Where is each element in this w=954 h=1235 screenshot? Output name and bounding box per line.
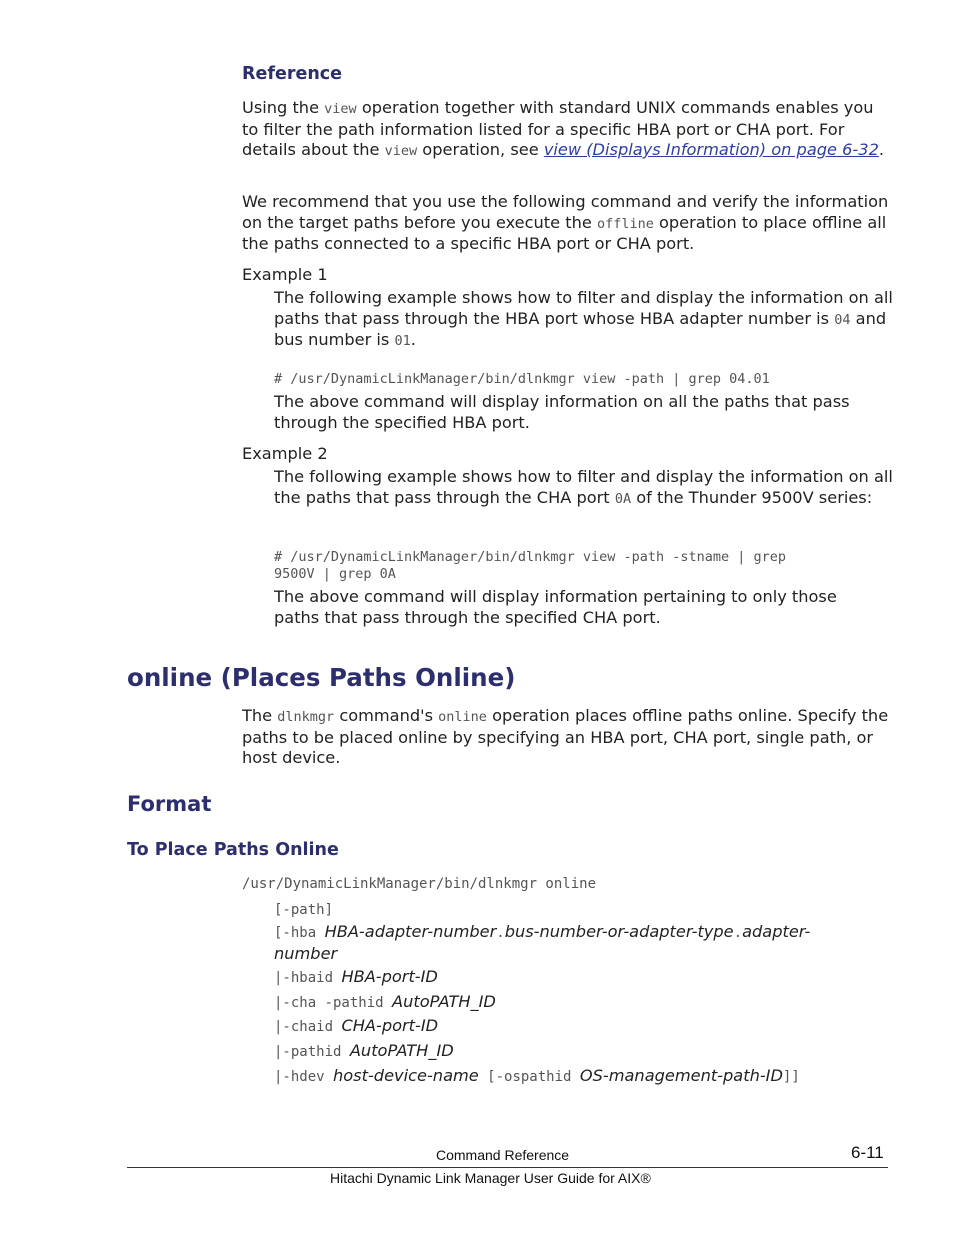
- option-argument: AutoPATH_ID: [392, 992, 496, 1011]
- online-section-title: online (Places Paths Online): [127, 663, 516, 692]
- example-1-label: Example 1: [242, 265, 328, 284]
- inline-code: view: [384, 143, 418, 159]
- option-hbaid: [274, 967, 438, 989]
- online-intro-paragraph: [242, 706, 892, 769]
- format-command: /usr/DynamicLinkManager/bin/dlnkmgr online: [242, 876, 597, 892]
- option-argument: host-device-name: [333, 1066, 479, 1085]
- text: The following example shows how to filter and display the information on all the paths that pass through the CHA port: [274, 467, 893, 507]
- example-2-description: [274, 467, 894, 509]
- option-path: [274, 899, 333, 921]
- text: operation places offline paths online. Specify the paths to be placed online by specifying an HBA port, CHA port, single path, or host device.: [242, 706, 889, 767]
- option-code: |-pathid: [274, 1044, 350, 1060]
- option-code: |-cha -pathid: [274, 995, 393, 1011]
- page-number: 6-11: [851, 1143, 884, 1162]
- example-2-command: # /usr/DynamicLinkManager/bin/dlnkmgr view -path -stname | grep 9500V | grep 0A: [274, 549, 787, 582]
- example-2-result-text: The above command will display information pertaining to only those paths that pass through the specified CHA port.: [274, 587, 837, 627]
- option-code: .: [733, 925, 743, 941]
- text: of the Thunder 9500V series:: [631, 487, 873, 507]
- inline-code: 0A: [614, 490, 632, 507]
- text: .: [878, 140, 885, 159]
- option-hdev: [274, 1066, 800, 1088]
- reference-paragraph-2: [242, 192, 892, 255]
- inline-code: view: [324, 101, 357, 117]
- example-1-description: [274, 288, 894, 352]
- option-argument: OS-management-path-ID: [579, 1066, 783, 1085]
- view-cross-reference-link[interactable]: view (Displays Information) on page 6-32: [543, 140, 879, 159]
- text: operation, see: [417, 140, 544, 159]
- option-cha: [274, 992, 496, 1014]
- inline-code: 01: [394, 333, 411, 349]
- option-code: [-path]: [274, 902, 334, 918]
- inline-code: 04: [834, 311, 851, 328]
- option-hba: [274, 922, 864, 964]
- example-2-label: Example 2: [242, 444, 328, 463]
- option-code: .: [496, 925, 505, 941]
- text: The following example shows how to filter and display the information on all paths that pass through the HBA port whose HBA adapter number is: [274, 288, 893, 328]
- inline-code: offline: [596, 215, 654, 232]
- inline-code: dlnkmgr: [277, 709, 335, 725]
- option-chaid: [274, 1016, 438, 1038]
- option-code: ]]: [782, 1069, 800, 1085]
- option-argument: bus-number-or-adapter-type: [504, 922, 734, 941]
- option-argument: HBA-adapter-number: [324, 922, 497, 941]
- option-argument: HBA-port-ID: [341, 967, 438, 986]
- text: .: [410, 330, 416, 349]
- inline-code: online: [438, 709, 487, 725]
- footer-guide-title: Hitachi Dynamic Link Manager User Guide for AIX®: [330, 1170, 651, 1186]
- example-1-result-text: The above command will display information on all the paths that pass through the specified HBA port.: [274, 392, 850, 432]
- text: command's: [334, 706, 439, 725]
- text: operation together with standard UNIX commands enables you to filter the path information listed for a specific HBA port or CHA port. For details about the: [242, 98, 874, 159]
- option-argument: CHA-port-ID: [341, 1016, 439, 1035]
- option-code: [-ospathid: [478, 1069, 580, 1085]
- text: The: [242, 706, 278, 725]
- text: Using the: [242, 98, 325, 117]
- format-heading: Format: [127, 792, 212, 816]
- reference-paragraph-1: [242, 98, 892, 162]
- option-code: |-hbaid: [274, 970, 342, 986]
- option-argument: AutoPATH_ID: [349, 1041, 454, 1060]
- to-place-paths-online-heading: To Place Paths Online: [127, 840, 339, 860]
- text: operation to place offline all the paths connected to a specific HBA port or CHA port.: [242, 212, 887, 253]
- option-pathid: [274, 1041, 454, 1063]
- option-code: |-hdev: [274, 1069, 334, 1085]
- reference-heading: Reference: [242, 64, 343, 84]
- example-1-command: # /usr/DynamicLinkManager/bin/dlnkmgr view -path | grep 04.01: [274, 371, 770, 387]
- text: and bus number is: [274, 308, 887, 349]
- option-argument: adapter-number: [274, 922, 811, 963]
- option-code: [-hba: [274, 925, 325, 941]
- option-code: |-chaid: [274, 1019, 342, 1035]
- footer-divider: [127, 1167, 888, 1168]
- text: We recommend that you use the following command and verify the information on the target paths before you execute the: [242, 192, 889, 232]
- footer-section-name: Command Reference: [436, 1147, 570, 1163]
